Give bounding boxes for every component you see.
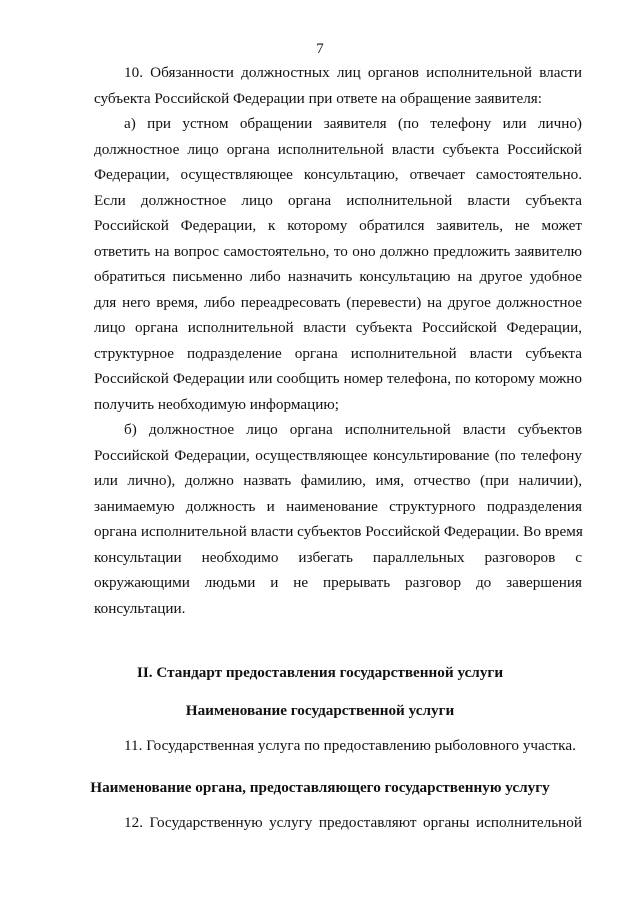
text-line: консультации необходимо избегать параллельных разговоров с bbox=[94, 548, 582, 566]
text-line: или лично), должно назвать фамилию, имя, отчество (при наличии), bbox=[94, 472, 582, 489]
text-line: а) при устном обращении заявителя (по телефону или лично) bbox=[124, 115, 582, 132]
page-number: 7 bbox=[316, 41, 324, 57]
text-line: Российской Федерации, к которому обратился заявитель, не может bbox=[94, 217, 582, 234]
text-line: Федерации, осуществляющее консультацию, отвечает самостоятельно. bbox=[94, 166, 582, 183]
text-line: 10. Обязанности должностных лиц органов исполнительной власти bbox=[124, 64, 582, 81]
text-line: Российской Федерации, осуществляющее консультирование (по телефону bbox=[94, 446, 582, 464]
section-2-heading: II. Стандарт предоставления государственной услуги bbox=[136, 664, 504, 681]
text-line: получить необходимую информацию; bbox=[94, 395, 339, 413]
text-line: ответить на вопрос самостоятельно, то оно должно предложить заявителю bbox=[94, 242, 582, 260]
text-line: для него время, либо переадресовать (перевести) на другое должностное bbox=[94, 293, 582, 311]
text-line: лицо органа исполнительной власти субъекта Российской Федерации, bbox=[94, 319, 582, 336]
item-11-text: 11. Государственная услуга по предоставлению рыболовного участка. bbox=[124, 737, 576, 754]
text-line: обратиться письменно либо назначить консультацию на другое удобное bbox=[94, 268, 582, 285]
text-line: Если должностное лицо органа исполнительной власти субъекта bbox=[94, 191, 582, 209]
text-line: субъекта Российской Федерации при ответе на обращение заявителя: bbox=[94, 89, 542, 107]
text-line: консультации. bbox=[94, 599, 186, 617]
text-line: органа исполнительной власти субъектов Российской Федерации. Во время bbox=[94, 523, 583, 540]
text-line: Российской Федерации или сообщить номер телефона, по которому можно bbox=[94, 370, 582, 387]
text-line: окружающими людьми и не прерывать разговор до завершения bbox=[94, 574, 582, 591]
item-12-text: 12. Государственную услугу предоставляют органы исполнительной bbox=[124, 814, 582, 831]
section-10-text bbox=[94, 60, 582, 621]
text-line: занимаемую должность и наименование структурного подразделения bbox=[94, 497, 582, 515]
provider-heading: Наименование органа, предоставляющего государственную услугу bbox=[90, 779, 550, 796]
text-line: структурное подразделение органа исполнительной власти субъекта bbox=[94, 344, 582, 362]
text-line: б) должностное лицо органа исполнительной власти субъектов bbox=[124, 421, 582, 438]
text-line: должностное лицо органа исполнительной власти субъекта Российской bbox=[94, 140, 582, 158]
service-name-heading: Наименование государственной услуги bbox=[185, 702, 455, 719]
